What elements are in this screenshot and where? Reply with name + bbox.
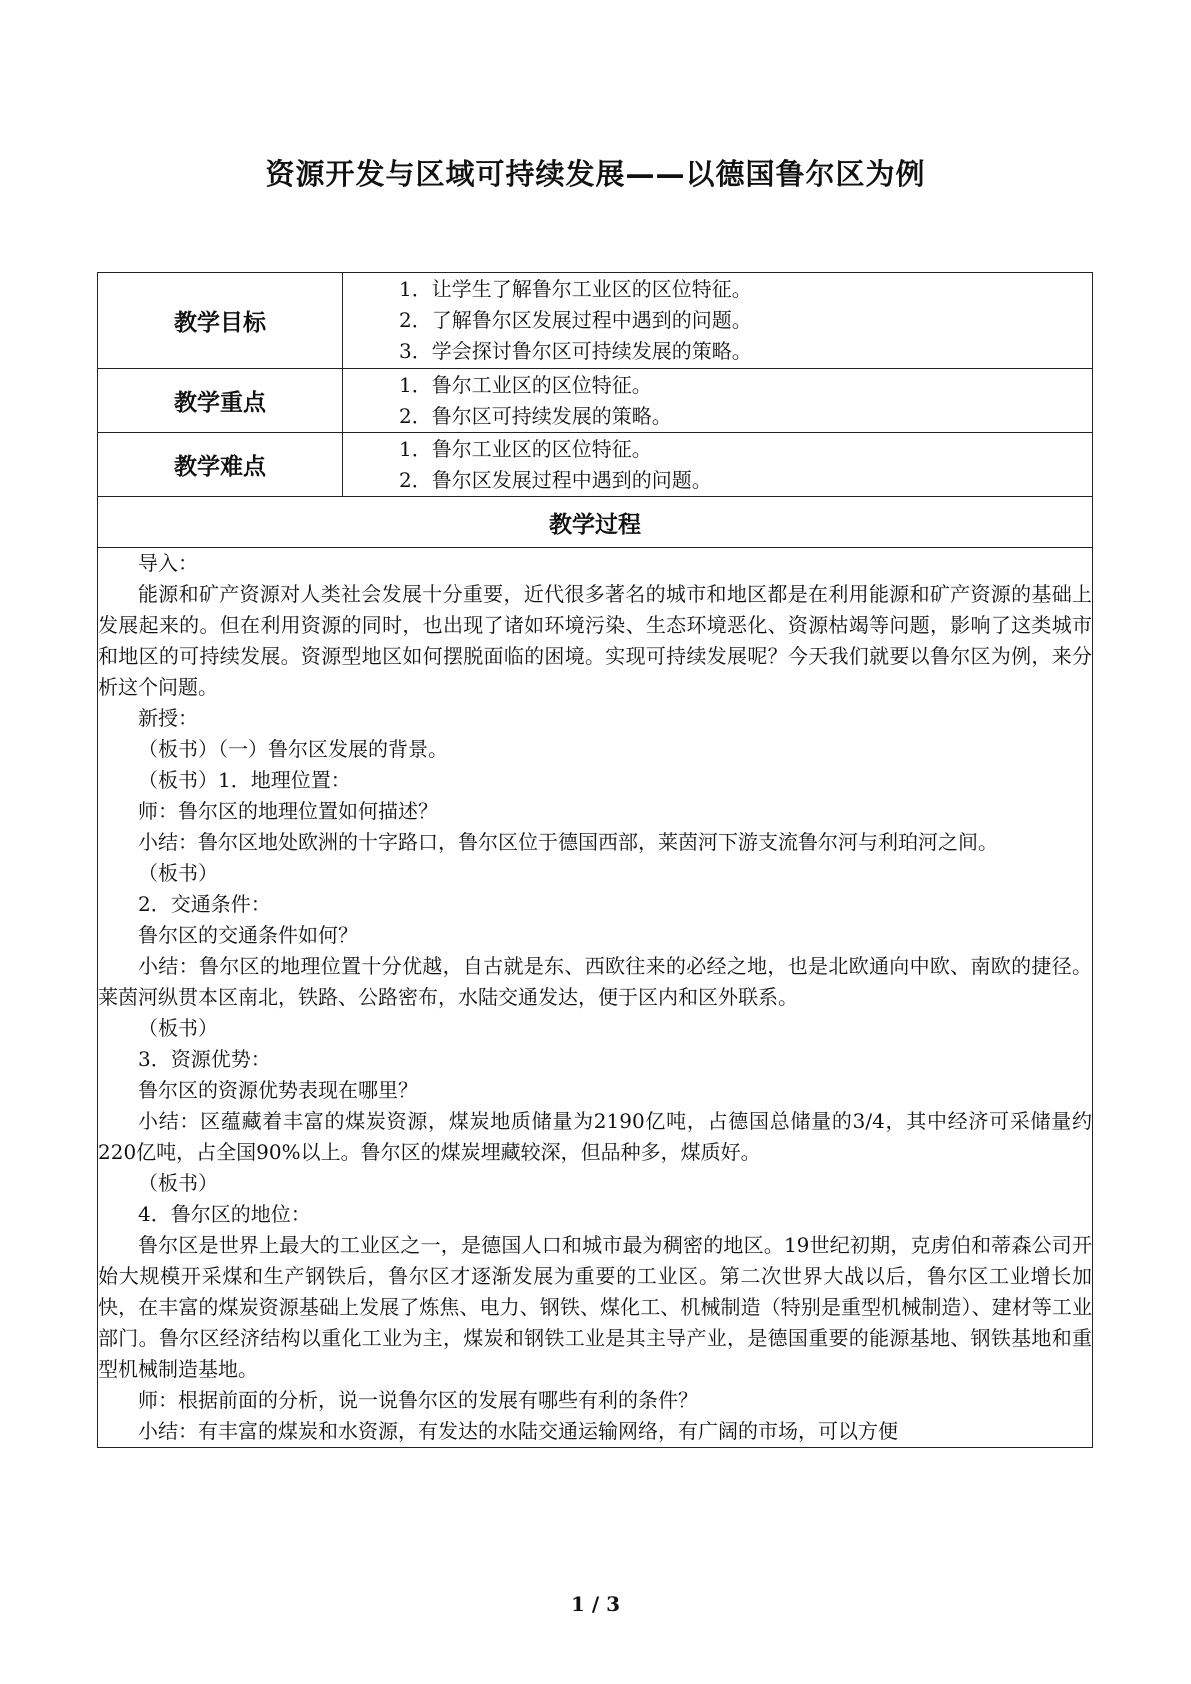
- process-paragraph: 师：鲁尔区的地理位置如何描述？: [138, 799, 438, 823]
- process-paragraph: （板书）1．地理位置：: [138, 768, 351, 792]
- process-paragraph: 小结：有丰富的煤炭和水资源，有发达的水陆交通运输网络，有广阔的市场，可以方便: [138, 1419, 898, 1443]
- key-points-label: 教学重点: [98, 369, 343, 433]
- goal-item: 1．让学生了解鲁尔工业区的区位特征。: [399, 277, 752, 301]
- key-point-item: 2．鲁尔区可持续发展的策略。: [399, 403, 672, 428]
- difficulties-items: [343, 433, 1093, 497]
- process-header: 教学过程: [98, 497, 1093, 548]
- process-paragraph: 导入：: [138, 551, 198, 575]
- difficulty-item: 2．鲁尔区发展过程中遇到的问题。: [399, 467, 712, 492]
- difficulties-row: [98, 433, 1093, 497]
- goals-items: [343, 273, 1093, 369]
- process-paragraph: 小结：鲁尔区的地理位置十分优越，自古就是东、西欧往来的必经之地，也是北欧通向中欧、南欧的捷径。莱茵河纵贯本区南北，铁路、公路密布，水陆交通发达，便于区内和区外联系。: [98, 954, 1092, 1009]
- lesson-plan-table: [97, 272, 1093, 1448]
- process-header-row: [98, 497, 1093, 548]
- process-paragraph: （板书）（一）鲁尔区发展的背景。: [138, 737, 448, 761]
- process-paragraph: 鲁尔区的交通条件如何？: [138, 923, 358, 947]
- document-title: 资源开发与区域可持续发展——以德国鲁尔区为例: [265, 157, 926, 191]
- goal-item: 2．了解鲁尔区发展过程中遇到的问题。: [399, 308, 752, 332]
- key-points-row: [98, 369, 1093, 433]
- process-paragraph: （板书）: [138, 861, 218, 885]
- process-paragraph: 小结：鲁尔区地处欧洲的十字路口，鲁尔区位于德国西部，莱茵河下游支流鲁尔河与利珀河之间。: [138, 830, 998, 854]
- key-points-items: [343, 369, 1093, 433]
- process-body: [98, 548, 1093, 1448]
- process-paragraph: 新授：: [138, 706, 198, 730]
- process-paragraph: 3．资源优势：: [138, 1047, 271, 1071]
- difficulty-item: 1．鲁尔工业区的区位特征。: [399, 436, 652, 461]
- goals-row: [98, 273, 1093, 369]
- goal-item: 3．学会探讨鲁尔区可持续发展的策略。: [399, 339, 752, 363]
- process-paragraph: 小结：区蕴藏着丰富的煤炭资源，煤炭地质储量为2190亿吨，占德国总储量的3/4，其中经济可采储量约220亿吨，占全国90%以上。鲁尔区的煤炭埋藏较深，但品种多，煤质好。: [98, 1109, 1092, 1164]
- process-paragraph: （板书）: [138, 1016, 218, 1040]
- process-paragraph: 鲁尔区是世界上最大的工业区之一，是德国人口和城市最为稠密的地区。19世纪初期，克虏伯和蒂森公司开始大规模开采煤和生产钢铁后，鲁尔区才逐渐发展为重要的工业区。第二次世界大战以后，鲁尔区工业增长加快，在丰富的煤炭资源基础上发展了炼焦、电力、钢铁、煤化工、机械制造（特别是重型机械制造）、建材等工业部门。鲁尔区经济结构以重化工业为主，煤炭和钢铁工业是其主导产业，是德国重要的能源基地、钢铁基地和重型机械制造基地。: [98, 1233, 1092, 1381]
- process-paragraph: 2．交通条件：: [138, 892, 271, 916]
- process-paragraph: 4．鲁尔区的地位：: [138, 1202, 311, 1226]
- process-paragraph: 师：根据前面的分析，说一说鲁尔区的发展有哪些有利的条件？: [138, 1388, 698, 1412]
- process-paragraph: 鲁尔区的资源优势表现在哪里？: [138, 1078, 418, 1102]
- process-body-row: [98, 548, 1093, 1448]
- process-paragraph: （板书）: [138, 1171, 218, 1195]
- key-point-item: 1．鲁尔工业区的区位特征。: [399, 372, 652, 397]
- page-number: 1 / 3: [570, 1592, 621, 1616]
- process-paragraph: 能源和矿产资源对人类社会发展十分重要，近代很多著名的城市和地区都是在利用能源和矿产资源的基础上发展起来的。但在利用资源的同时，也出现了诸如环境污染、生态环境恶化、资源枯竭等问题，影响了这类城市和地区的可持续发展。资源型地区如何摆脱面临的困境。实现可持续发展呢？今天我们就要以鲁尔区为例，来分析这个问题。: [98, 582, 1092, 699]
- difficulties-label: 教学难点: [98, 433, 343, 497]
- goals-label: 教学目标: [98, 273, 343, 369]
